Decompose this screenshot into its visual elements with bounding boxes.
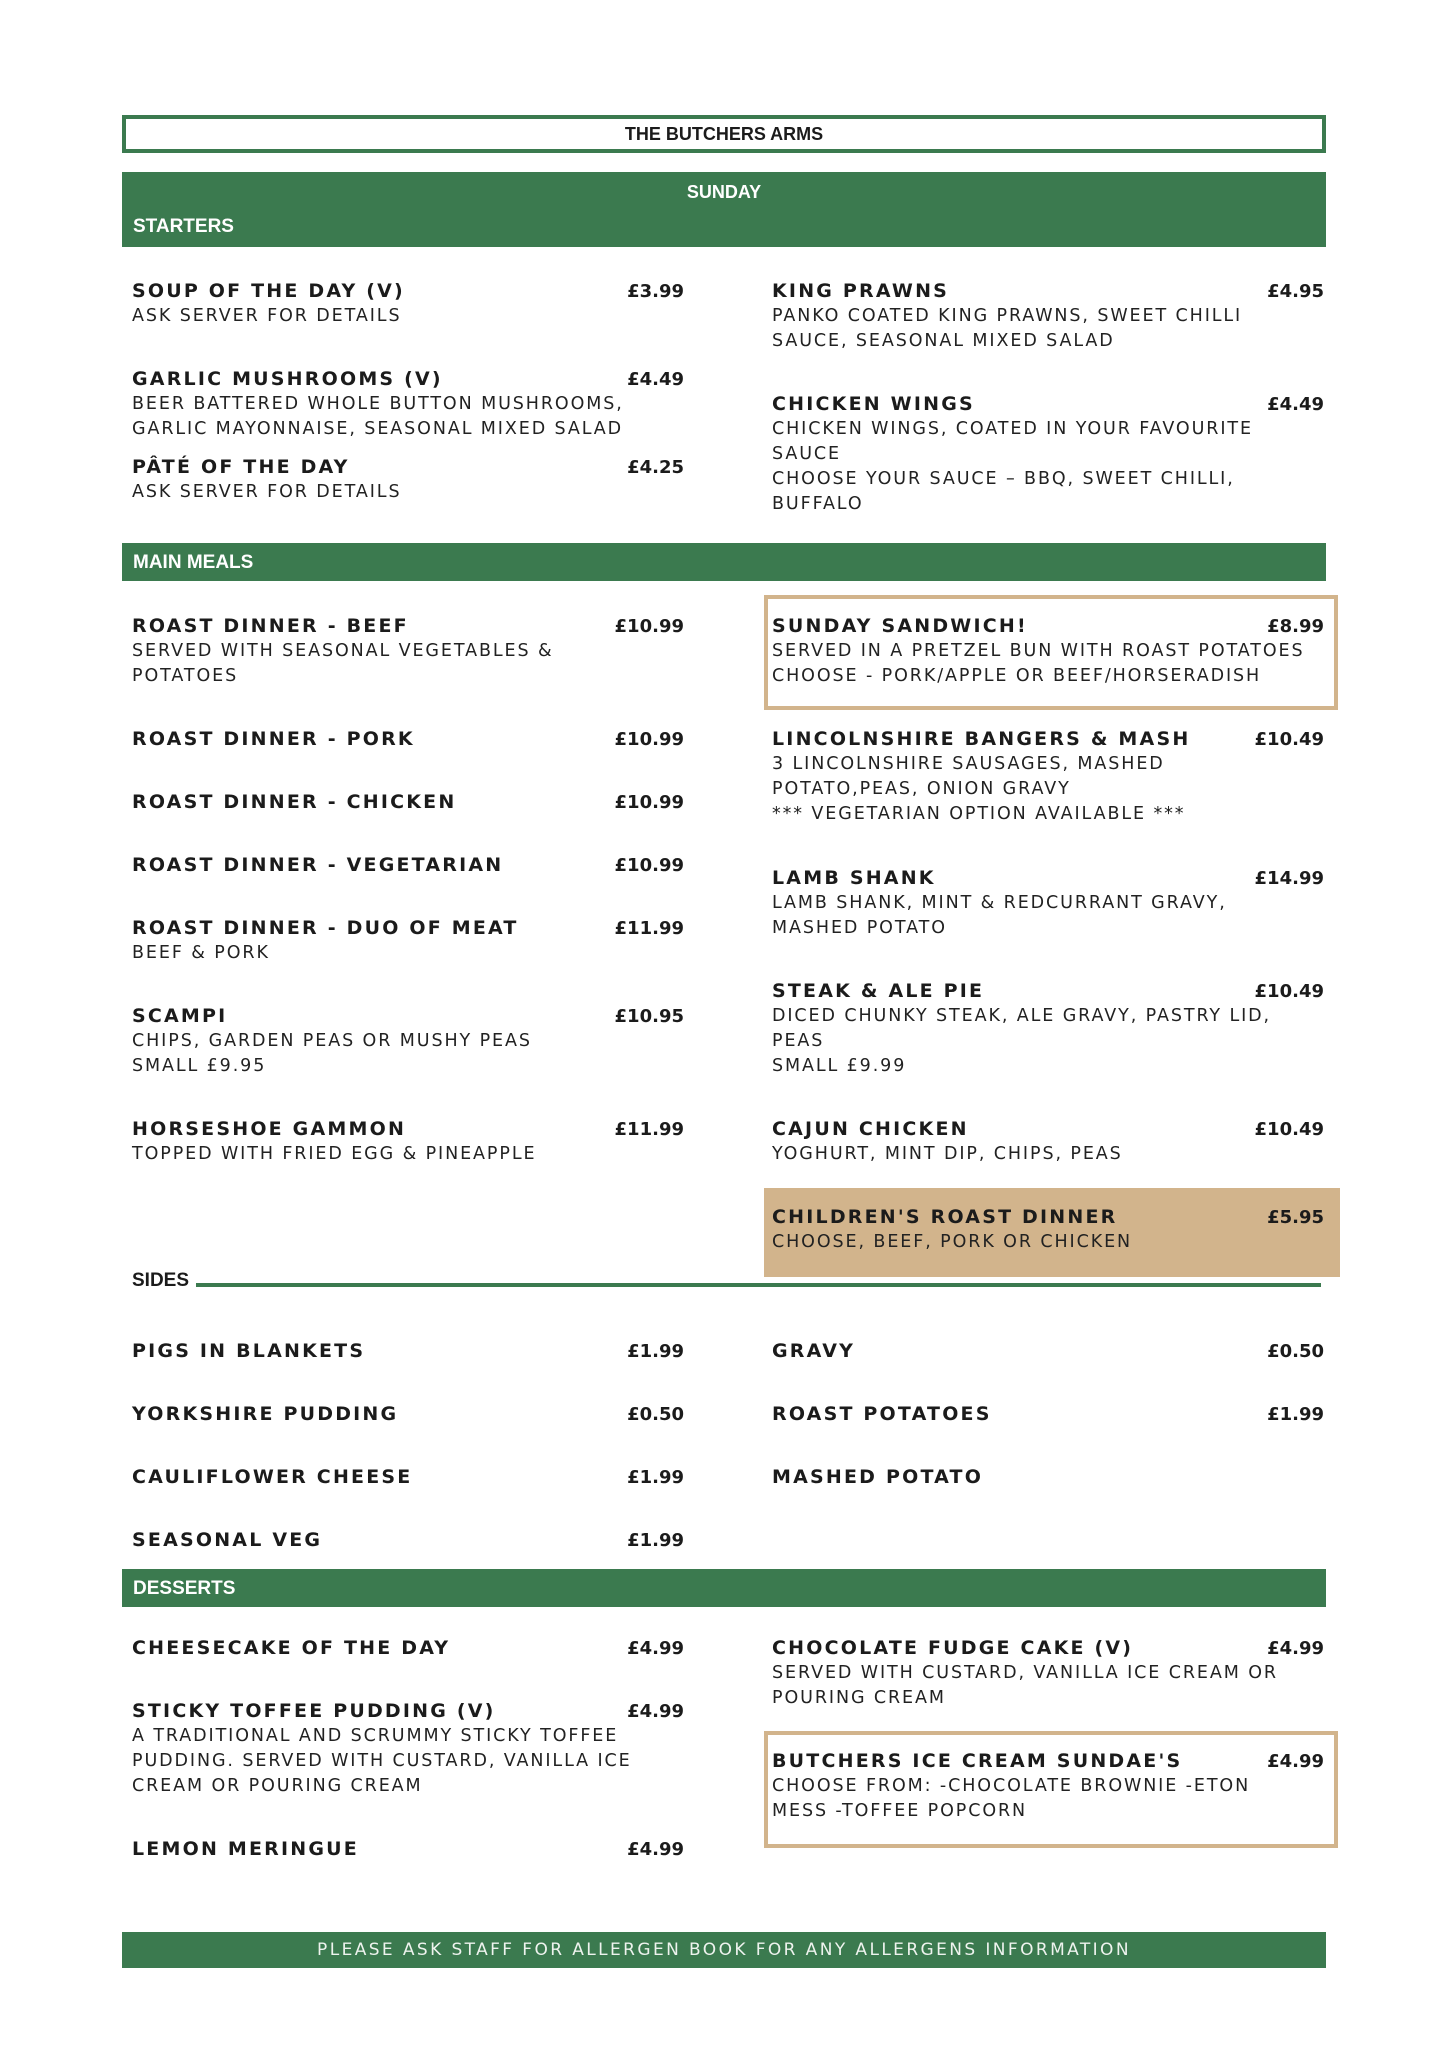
item-price: £4.99 bbox=[627, 1701, 684, 1722]
item-description: SAUCE, SEASONAL MIXED SALAD bbox=[772, 331, 1115, 351]
item-price: £11.99 bbox=[614, 918, 684, 939]
item-name: SCAMPI bbox=[132, 1005, 228, 1027]
menu-item bbox=[772, 1339, 1324, 1364]
item-name: KING PRAWNS bbox=[772, 280, 950, 302]
item-name: GRAVY bbox=[772, 1340, 856, 1362]
item-name: LEMON MERINGUE bbox=[132, 1838, 359, 1860]
menu-item bbox=[132, 853, 684, 878]
menu-item bbox=[772, 727, 1324, 827]
item-description: CHIPS, GARDEN PEAS OR MUSHY PEAS bbox=[132, 1031, 532, 1051]
menu-item bbox=[132, 367, 684, 442]
item-description: SMALL £9.95 bbox=[132, 1056, 267, 1076]
item-name: CHOCOLATE FUDGE CAKE (V) bbox=[772, 1637, 1134, 1659]
item-price: £4.95 bbox=[1267, 281, 1324, 302]
item-name: CHICKEN WINGS bbox=[772, 393, 975, 415]
item-description: 3 LINCOLNSHIRE SAUSAGES, MASHED bbox=[772, 754, 1165, 774]
item-price: £10.95 bbox=[614, 1006, 684, 1027]
item-name: ROAST DINNER - PORK bbox=[132, 728, 415, 750]
day-label: SUNDAY bbox=[686, 182, 762, 202]
item-name: ROAST DINNER - DUO OF MEAT bbox=[132, 917, 519, 939]
item-price: £10.99 bbox=[614, 729, 684, 750]
item-price: £5.95 bbox=[1267, 1207, 1324, 1228]
item-name: ROAST DINNER - VEGETARIAN bbox=[132, 854, 504, 876]
restaurant-title: THE BUTCHERS ARMS bbox=[122, 115, 1326, 153]
section-title-desserts: DESSERTS bbox=[133, 1578, 236, 1599]
menu-item bbox=[772, 1117, 1324, 1167]
menu-item bbox=[132, 614, 684, 689]
item-description: A TRADITIONAL AND SCRUMMY STICKY TOFFEE bbox=[132, 1726, 619, 1746]
item-description: BEEF & PORK bbox=[132, 943, 270, 963]
item-price: £4.99 bbox=[627, 1839, 684, 1860]
menu-item bbox=[132, 916, 684, 966]
item-description: CHOOSE - PORK/APPLE OR BEEF/HORSERADISH bbox=[772, 666, 1262, 686]
item-description: SERVED IN A PRETZEL BUN WITH ROAST POTATOES bbox=[772, 641, 1305, 661]
item-name: GARLIC MUSHROOMS (V) bbox=[132, 368, 443, 390]
item-name: PIGS IN BLANKETS bbox=[132, 1340, 366, 1362]
item-description: CHOOSE YOUR SAUCE – BBQ, SWEET CHILLI, bbox=[772, 469, 1235, 489]
allergen-footer: PLEASE ASK STAFF FOR ALLERGEN BOOK FOR ANY ALLERGENS INFORMATION bbox=[122, 1932, 1326, 1968]
item-description: SAUCE bbox=[772, 444, 841, 464]
item-name: ROAST DINNER - BEEF bbox=[132, 615, 409, 637]
item-description: GARLIC MAYONNAISE, SEASONAL MIXED SALAD bbox=[132, 419, 624, 439]
item-name: YORKSHIRE PUDDING bbox=[132, 1403, 399, 1425]
item-description: ASK SERVER FOR DETAILS bbox=[132, 482, 402, 502]
menu-item bbox=[772, 866, 1324, 941]
item-name: CAJUN CHICKEN bbox=[772, 1118, 969, 1140]
item-description: SERVED WITH SEASONAL VEGETABLES & bbox=[132, 641, 554, 661]
menu-item bbox=[772, 1205, 1324, 1255]
item-price: £10.99 bbox=[614, 855, 684, 876]
menu-item bbox=[132, 790, 684, 815]
item-description: SERVED WITH CUSTARD, VANILLA ICE CREAM OR bbox=[772, 1663, 1278, 1683]
menu-item bbox=[772, 279, 1324, 354]
item-description: SMALL £9.99 bbox=[772, 1056, 907, 1076]
item-price: £4.99 bbox=[627, 1638, 684, 1659]
item-description: PUDDING. SERVED WITH CUSTARD, VANILLA ICE bbox=[132, 1751, 632, 1771]
item-price: £1.99 bbox=[627, 1341, 684, 1362]
item-description: YOGHURT, MINT DIP, CHIPS, PEAS bbox=[772, 1144, 1123, 1164]
item-price: £4.49 bbox=[627, 369, 684, 390]
menu-item bbox=[132, 1339, 684, 1364]
item-name: LINCOLNSHIRE BANGERS & MASH bbox=[772, 728, 1191, 750]
item-name: STEAK & ALE PIE bbox=[772, 980, 985, 1002]
item-name: MASHED POTATO bbox=[772, 1466, 984, 1488]
item-name: BUTCHERS ICE CREAM SUNDAE'S bbox=[772, 1750, 1183, 1772]
menu-item bbox=[132, 1699, 684, 1799]
item-name: STICKY TOFFEE PUDDING (V) bbox=[132, 1700, 496, 1722]
menu-item bbox=[772, 1465, 1324, 1490]
item-description: POTATO,PEAS, ONION GRAVY bbox=[772, 779, 1071, 799]
item-price: £0.50 bbox=[627, 1404, 684, 1425]
menu-item bbox=[132, 727, 684, 752]
menu-item bbox=[772, 979, 1324, 1079]
item-name: CHEESECAKE OF THE DAY bbox=[132, 1637, 451, 1659]
item-description: PANKO COATED KING PRAWNS, SWEET CHILLI bbox=[772, 306, 1243, 326]
item-name: CHILDREN'S ROAST DINNER bbox=[772, 1206, 1118, 1228]
item-price: £4.99 bbox=[1267, 1638, 1324, 1659]
menu-item bbox=[132, 1636, 684, 1661]
item-description: TOPPED WITH FRIED EGG & PINEAPPLE bbox=[132, 1144, 537, 1164]
item-description: MASHED POTATO bbox=[772, 918, 947, 938]
starters-banner bbox=[122, 172, 1326, 247]
item-name: ROAST POTATOES bbox=[772, 1403, 992, 1425]
item-description: BEER BATTERED WHOLE BUTTON MUSHROOMS, bbox=[132, 394, 624, 414]
menu-item bbox=[772, 614, 1324, 689]
menu-item bbox=[132, 1117, 684, 1167]
item-price: £10.49 bbox=[1254, 729, 1324, 750]
item-price: £11.99 bbox=[614, 1119, 684, 1140]
menu-item bbox=[772, 1636, 1324, 1711]
item-price: £1.99 bbox=[627, 1530, 684, 1551]
item-name: PÂTÉ OF THE DAY bbox=[132, 456, 350, 478]
item-name: LAMB SHANK bbox=[772, 867, 936, 889]
item-description: POURING CREAM bbox=[772, 1688, 946, 1708]
menu-item bbox=[132, 1402, 684, 1427]
item-price: £3.99 bbox=[627, 281, 684, 302]
item-description: *** VEGETARIAN OPTION AVAILABLE *** bbox=[772, 804, 1186, 824]
menu-item bbox=[132, 279, 684, 329]
section-title-sides: SIDES bbox=[132, 1270, 190, 1291]
menu-item bbox=[772, 1749, 1324, 1824]
item-description: PEAS bbox=[772, 1031, 825, 1051]
item-description: MESS -TOFFEE POPCORN bbox=[772, 1801, 1028, 1821]
item-description: DICED CHUNKY STEAK, ALE GRAVY, PASTRY LID, bbox=[772, 1006, 1271, 1026]
item-description: LAMB SHANK, MINT & REDCURRANT GRAVY, bbox=[772, 893, 1227, 913]
item-price: £8.99 bbox=[1267, 616, 1324, 637]
item-price: £1.99 bbox=[1267, 1404, 1324, 1425]
menu-item bbox=[132, 1004, 684, 1079]
item-name: HORSESHOE GAMMON bbox=[132, 1118, 407, 1140]
item-description: POTATOES bbox=[132, 666, 239, 686]
item-price: £10.49 bbox=[1254, 1119, 1324, 1140]
item-description: CHOOSE, BEEF, PORK OR CHICKEN bbox=[772, 1232, 1133, 1252]
item-price: £0.50 bbox=[1267, 1341, 1324, 1362]
item-description: CHOOSE FROM: -CHOCOLATE BROWNIE -ETON bbox=[772, 1776, 1251, 1796]
item-description: BUFFALO bbox=[772, 494, 864, 514]
desserts-banner bbox=[122, 1569, 1326, 1607]
menu-item bbox=[132, 455, 684, 505]
item-name: CAULIFLOWER CHEESE bbox=[132, 1466, 413, 1488]
menu-item bbox=[132, 1837, 684, 1862]
item-price: £4.99 bbox=[1267, 1751, 1324, 1772]
menu-item bbox=[772, 392, 1324, 517]
item-name: ROAST DINNER - CHICKEN bbox=[132, 791, 457, 813]
menu-item bbox=[132, 1465, 684, 1490]
menu-item bbox=[772, 1402, 1324, 1427]
item-name: SEASONAL VEG bbox=[132, 1529, 323, 1551]
item-price: £14.99 bbox=[1254, 868, 1324, 889]
section-title-starters: STARTERS bbox=[133, 216, 234, 237]
item-name: SOUP OF THE DAY (V) bbox=[132, 280, 405, 302]
item-description: CREAM OR POURING CREAM bbox=[132, 1776, 423, 1796]
menu-item bbox=[132, 1528, 684, 1553]
item-name: SUNDAY SANDWICH! bbox=[772, 615, 1028, 637]
item-price: £4.49 bbox=[1267, 394, 1324, 415]
item-price: £10.99 bbox=[614, 792, 684, 813]
item-description: CHICKEN WINGS, COATED IN YOUR FAVOURITE bbox=[772, 419, 1253, 439]
item-price: £1.99 bbox=[627, 1467, 684, 1488]
section-title-main-meals: MAIN MEALS bbox=[133, 552, 254, 573]
item-price: £10.49 bbox=[1254, 981, 1324, 1002]
sides-divider bbox=[196, 1283, 1321, 1287]
item-price: £4.25 bbox=[627, 457, 684, 478]
main-meals-banner bbox=[122, 543, 1326, 581]
item-price: £10.99 bbox=[614, 616, 684, 637]
item-description: ASK SERVER FOR DETAILS bbox=[132, 306, 402, 326]
